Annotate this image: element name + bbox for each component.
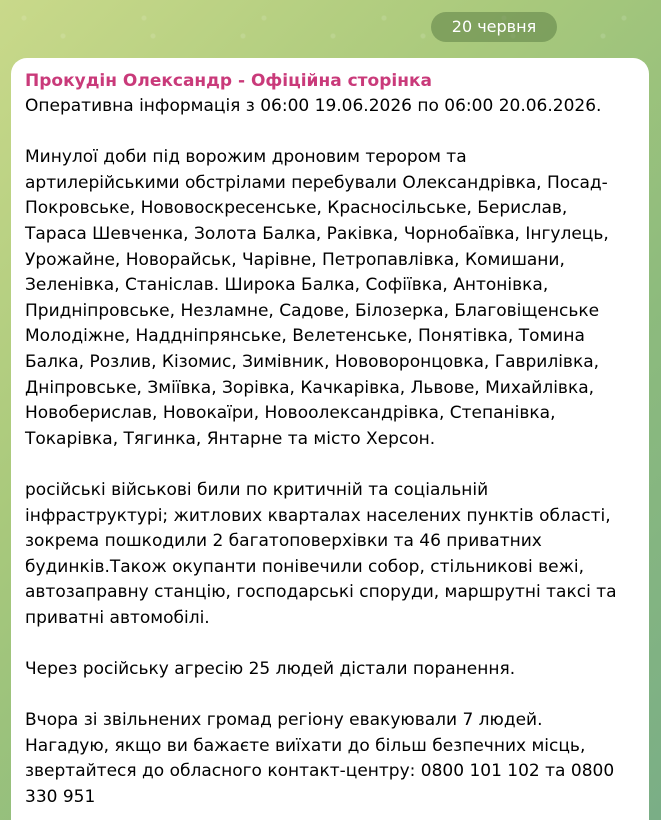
text-line: Вчора зі звільнених громад регіону евакуювали 7 людей.	[25, 710, 543, 731]
text-line: Придніпровське, Незламне, Садове, Білозерка, Благовіщенське	[25, 300, 600, 321]
paragraph-injuries	[25, 657, 635, 683]
text-line: 330 951	[25, 787, 96, 808]
text-line: Новоберислав, Новокаїри, Новоолександрівка, Степанівка,	[25, 403, 556, 424]
text-line: Молодіжне, Наддніпрянське, Велетенське, Понятівка, Томина	[25, 326, 585, 347]
text-line: зокрема пошкодили 2 багатоповерхівки та 46 приватних	[25, 531, 542, 552]
paragraph-gap	[25, 452, 635, 478]
paragraph-gap	[25, 631, 635, 657]
text-line: Урожайне, Новорайськ, Чарівне, Петропавлівка, Комишани,	[25, 249, 565, 270]
text-line: Дніпровське, Зміївка, Зорівка, Качкарівка, Львове, Михайлівка,	[25, 377, 595, 398]
text-line: автозаправну станцію, господарські споруди, маршрутні таксі та	[25, 582, 617, 603]
text-line: будинків.Також окупанти понівечили собор, стільникові вежі,	[25, 556, 585, 577]
message-bubble[interactable]	[11, 58, 649, 820]
text-line: Нагадую, якщо ви бажаєте виїхати до більш безпечних місць,	[25, 735, 586, 756]
text-line: Балка, Розлив, Кізомис, Зимівник, Нововоронцовка, Гаврилівка,	[25, 351, 600, 372]
date-separator[interactable]: 20 червня	[431, 12, 557, 42]
message-header: Оперативна інформація з 06:00 19.06.2026 по 06:00 20.06.2026.	[25, 96, 602, 116]
text-line: артилерійськими обстрілами перебували Олександрівка, Посад-	[25, 172, 608, 193]
text-line: звертайтеся до обласного контакт-центру: 0800 101 102 та 0800	[25, 761, 615, 782]
text-line: Тараса Шевченка, Золота Балка, Раківка, Чорнобаївка, Інгулець,	[25, 223, 609, 244]
text-line: Покровське, Нововоскресенське, Красносільське, Берислав,	[25, 198, 568, 219]
paragraph-gap	[25, 120, 635, 146]
paragraph-evacuation	[25, 708, 635, 810]
paragraph-shelling-locations	[25, 145, 635, 452]
text-line: інфраструктурі; житлових кварталах населених пунктів області,	[25, 505, 611, 526]
text-line: Зеленівка, Станіслав. Широка Балка, Софіївка, Антонівка,	[25, 275, 549, 296]
text-line: Минулої доби під ворожим дроновим терором та	[25, 147, 467, 168]
message-sender-name[interactable]: Прокудін Олександр - Офіційна сторінка	[25, 71, 432, 91]
paragraph-gap	[25, 683, 635, 709]
paragraph-infrastructure-damage	[25, 478, 635, 632]
text-line: російські військові били по критичній та соціальній	[25, 479, 489, 500]
text-line: приватні автомобілі.	[25, 607, 210, 628]
text-line: Через російську агресію 25 людей дістали поранення.	[25, 659, 516, 680]
text-line: Токарівка, Тягинка, Янтарне та місто Херсон.	[25, 428, 436, 449]
